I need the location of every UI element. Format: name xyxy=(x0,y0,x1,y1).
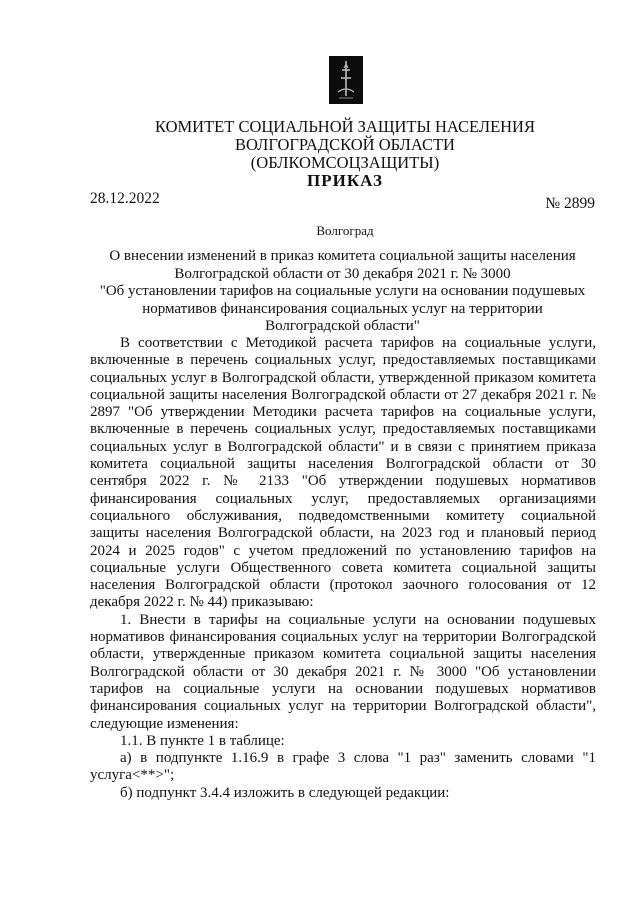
subject-line: "Об установлении тарифов на социальные услуги на основании подушевых xyxy=(99,283,586,299)
document-number: № 2899 xyxy=(545,195,595,212)
subject-line: Волгоградской области от 30 декабря 2021 г. № 3000 xyxy=(174,265,511,282)
document-body xyxy=(90,335,596,802)
document-subject xyxy=(90,248,595,336)
document-date: 28.12.2022 xyxy=(90,190,160,207)
preamble-paragraph: В соответствии с Методикой расчета тарифов на социальные услуги, включенные в перечень социальных услуг, предоставляемых поставщиками социальных услуг в Волгоградской области, утвержденной приказом комитета социальной защиты населения Волгоградской области от 27 декабря 2021 г. № 2897 "Об утверждении Методики расчета тарифов на социальные услуги, включенные в перечень социальных услуг, предоставляемых поставщиками социальных услуг в Волгоградской области" и в связи с принятием приказа комитета социальной защиты населения Волгоградской области от 30 сентября 2022 г. № 2133 "Об утверждении подушевых нормативов финансирования социальных услуг, предоставляемых организациями социального обслуживания, подведомственными комитету социальной защиты населения Волгоградской области, на 2023 год и плановый период 2024 и 2025 годов" с учетом предложений по установлению тарифов на социальные услуги Общественного совета комитета социальной защиты населения Волгоградской области (протокол заочного голосования от 12 декабря 2022 г. № 44) приказываю: xyxy=(90,335,596,611)
document-title: ПРИКАЗ xyxy=(307,171,383,190)
item-b-paragraph: б) подпункт 3.4.4 изложить в следующей редакции: xyxy=(120,784,450,801)
organization-name-line-1: КОМИТЕТ СОЦИАЛЬНОЙ ЗАЩИТЫ НАСЕЛЕНИЯ xyxy=(155,117,535,136)
item-a-paragraph: а) в подпункте 1.16.9 в графе 3 слова "1 раз" заменить словами "1 услуга<**>"; xyxy=(90,750,596,784)
subject-line: О внесении изменений в приказ комитета социальной защиты населения xyxy=(109,248,576,264)
coat-of-arms-icon xyxy=(329,56,363,104)
item-1-1-paragraph: 1.1. В пункте 1 в таблице: xyxy=(120,732,285,749)
organization-short-name: (ОБЛКОМСОЦЗАЩИТЫ) xyxy=(250,153,440,172)
coat-of-arms-emblem xyxy=(329,56,363,104)
organization-name-line-2: ВОЛГОГРАДСКОЙ ОБЛАСТИ xyxy=(235,135,455,154)
subject-line: нормативов финансирования социальных услуг на территории xyxy=(142,300,543,317)
item-1-paragraph: 1. Внести в тарифы на социальные услуги на основании подушевых нормативов финансирования социальных услуг на территории Волгоградской области, утвержденные приказом комитета социальной защиты населения Волгоградской области от 30 декабря 2021 г. № 3000 "Об установлении тарифов на социальные услуги на основании подушевых нормативов финансирования социальных услуг на территории Волгоградской области", следующие изменения: xyxy=(90,611,596,732)
subject-line: Волгоградской области" xyxy=(265,318,420,334)
document-city: Волгоград xyxy=(316,223,374,238)
document-header xyxy=(80,118,610,190)
